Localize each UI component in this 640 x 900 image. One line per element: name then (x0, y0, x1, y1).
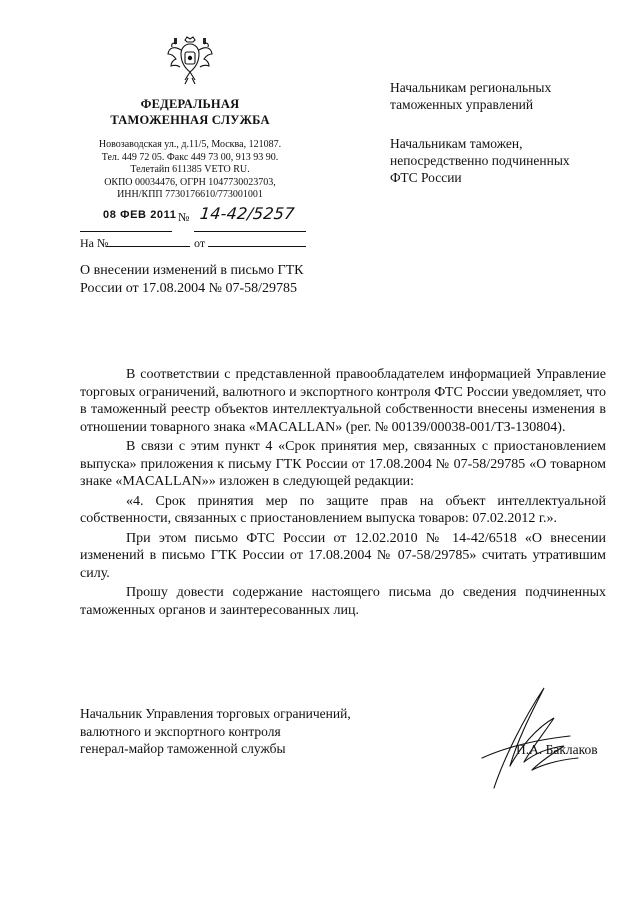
signatory-title-line: генерал-майор таможенной службы (80, 741, 286, 756)
recipient-line: Начальникам таможен, (390, 136, 523, 151)
letter-body (80, 366, 606, 621)
signatory-title-line: валютного и экспортного контроля (80, 723, 281, 739)
recipient-block-regional (390, 79, 610, 113)
organization-name-line1: ФЕДЕРАЛЬНАЯ (140, 97, 240, 111)
address-line: Телетайп 611385 VETO RU. (130, 164, 250, 176)
body-paragraph: «4. Срок принятия мер по защите прав на объект интеллектуальной собственности, связанных с приостановлением выпуска товаров: 07.02.2012 г.». (80, 493, 606, 526)
coat-of-arms-emblem (166, 34, 214, 86)
reference-date-underline (208, 246, 306, 247)
address-line: Новозаводская ул., д.11/5, Москва, 121087. (98, 139, 282, 150)
body-paragraph: В соответствии с представленной правообладателем информацией Управление торговых ограничений, валютного и экспортного контроля ФТС России уведомляет, что в таможенный реестр объектов интеллектуальной собственности внесены изменения в отношении товарного знака «MACALLAN» (рег. № 00139/00038-001/ТЗ-130804). (80, 367, 606, 435)
recipient-line: Начальникам региональных (390, 80, 552, 95)
reference-date-label: от (194, 236, 206, 250)
recipient-line: ФТС России (390, 170, 462, 185)
document-number-handwritten: 14-42/5257 (199, 204, 296, 223)
document-date-stamp: 08 ФЕВ 2011 (103, 209, 177, 221)
recipient-line: непосредственно подчиненных (390, 153, 570, 168)
signatory-title (80, 705, 410, 758)
body-paragraph: Прошу довести содержание настоящего письма до сведения подчиненных таможенных органов и заинтересованных лиц. (80, 585, 606, 618)
recipient-line: таможенных управлений (390, 97, 534, 112)
number-sign: № (178, 210, 190, 224)
reference-number-underline (106, 246, 190, 247)
signatory-title-line: Начальник Управления торговых ограничений, (80, 706, 351, 721)
recipient-block-customs (390, 135, 610, 186)
organization-name (80, 96, 300, 128)
organization-name-line2: ТАМОЖЕННАЯ СЛУЖБА (110, 113, 270, 127)
body-paragraph: В связи с этим пункт 4 «Срок принятия мер, связанных с приостановлением выпуска» приложения к письму ГТК России от 17.08.2004 № 07-58/29785 «О товарном знаке «MACALLAN»» изложен в следующей редакции: (80, 439, 606, 489)
sender-address (80, 139, 300, 202)
body-paragraph: При этом письмо ФТС России от 12.02.2010 № 14-42/6518 «О внесении изменений в письмо ГТК России от 17.08.2004 № 07-58/29785» считать утратившим силу. (80, 530, 606, 581)
address-line: Тел. 449 72 05. Факс 449 73 00, 913 93 90. (101, 151, 279, 163)
address-line: ИНН/КПП 7730176610/773001001 (117, 189, 263, 201)
letter-subject: О внесении изменений в письмо ГТК России от 17.08.2004 № 07-58/29785 (80, 263, 304, 296)
handwritten-signature (474, 678, 586, 798)
signatory-name: П.А. Баклаков (516, 742, 598, 757)
reference-number-label: На № (80, 236, 109, 250)
address-line: ОКПО 00034476, ОГРН 1047730023703, (104, 176, 276, 188)
